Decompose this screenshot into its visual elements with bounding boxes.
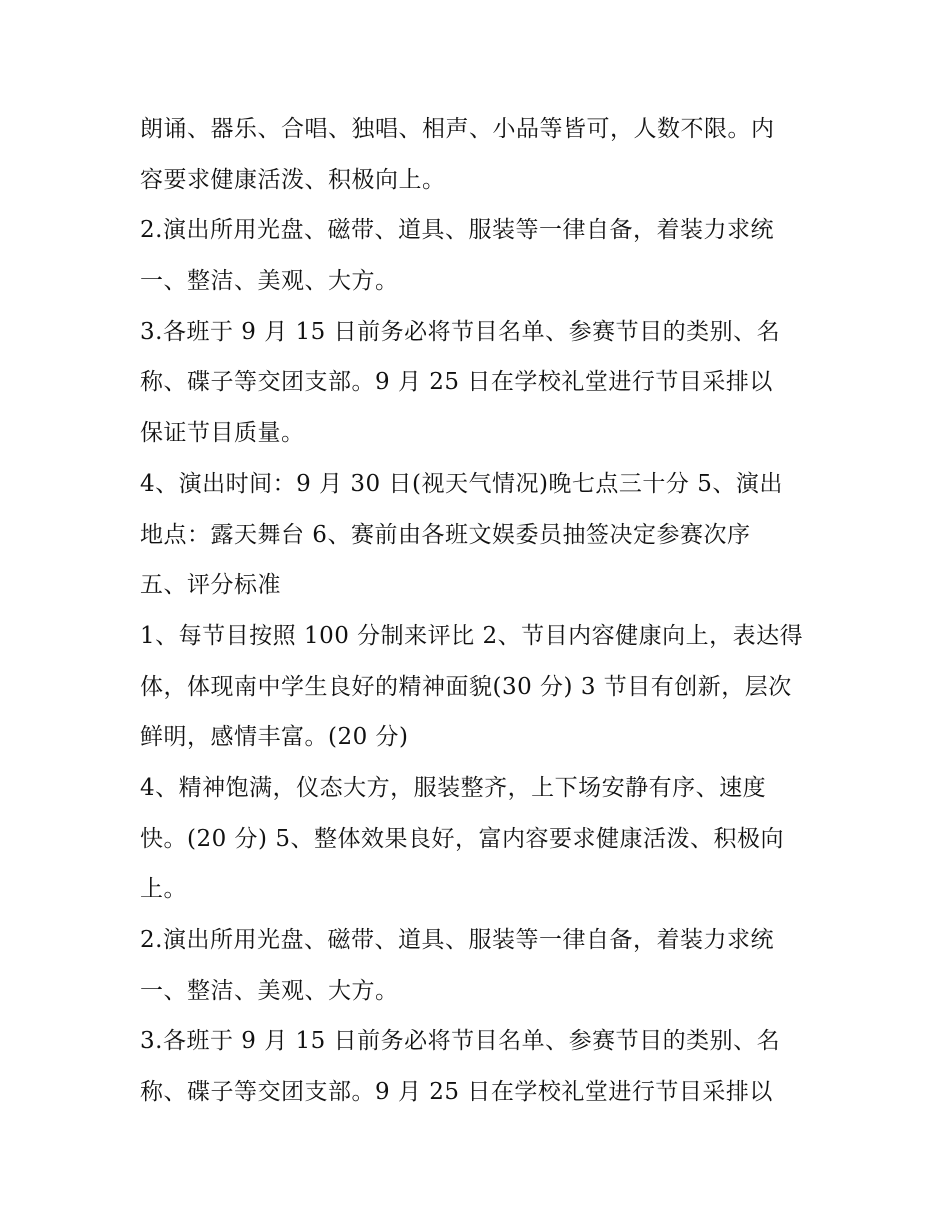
text-line: 朗诵、器乐、合唱、独唱、相声、小品等皆可，人数不限。内	[140, 116, 775, 142]
text-line: 4、演出时间：9 月 30 日(视天气情况)晚七点三十分 5、演出	[140, 471, 783, 497]
text-line: 快。(20 分) 5、整体效果良好，富内容要求健康活泼、积极向	[140, 826, 784, 852]
text-line: 4、精神饱满，仪态大方，服装整齐，上下场安静有序、速度	[140, 775, 767, 801]
text-line: 一、整洁、美观、大方。	[140, 978, 399, 1004]
text-line: 称、碟子等交团支部。9 月 25 日在学校礼堂进行节目采排以	[140, 369, 773, 395]
text-line: 1、每节目按照 100 分制来评比 2、节目内容健康向上，表达得	[140, 623, 804, 649]
text-line: 一、整洁、美观、大方。	[140, 268, 399, 294]
text-line: 容要求健康活泼、积极向上。	[140, 167, 446, 193]
text-line: 2.演出所用光盘、磁带、道具、服装等一律自备，着装力求统	[140, 927, 774, 953]
section-heading: 五、评分标准	[140, 572, 281, 598]
text-line: 2.演出所用光盘、磁带、道具、服装等一律自备，着装力求统	[140, 217, 774, 243]
text-line: 地点：露天舞台 6、赛前由各班文娱委员抽签决定参赛次序	[140, 522, 751, 548]
text-line: 上。	[140, 876, 187, 902]
text-line: 3.各班于 9 月 15 日前务必将节目名单、参赛节目的类别、名	[140, 1028, 781, 1054]
text-line: 称、碟子等交团支部。9 月 25 日在学校礼堂进行节目采排以	[140, 1079, 773, 1105]
text-line: 体，体现南中学生良好的精神面貌(30 分) 3 节目有创新，层次	[140, 674, 792, 700]
text-line: 鲜明，感情丰富。(20 分)	[140, 724, 409, 750]
text-line: 3.各班于 9 月 15 日前务必将节目名单、参赛节目的类别、名	[140, 319, 781, 345]
text-line: 保证节目质量。	[140, 420, 305, 446]
